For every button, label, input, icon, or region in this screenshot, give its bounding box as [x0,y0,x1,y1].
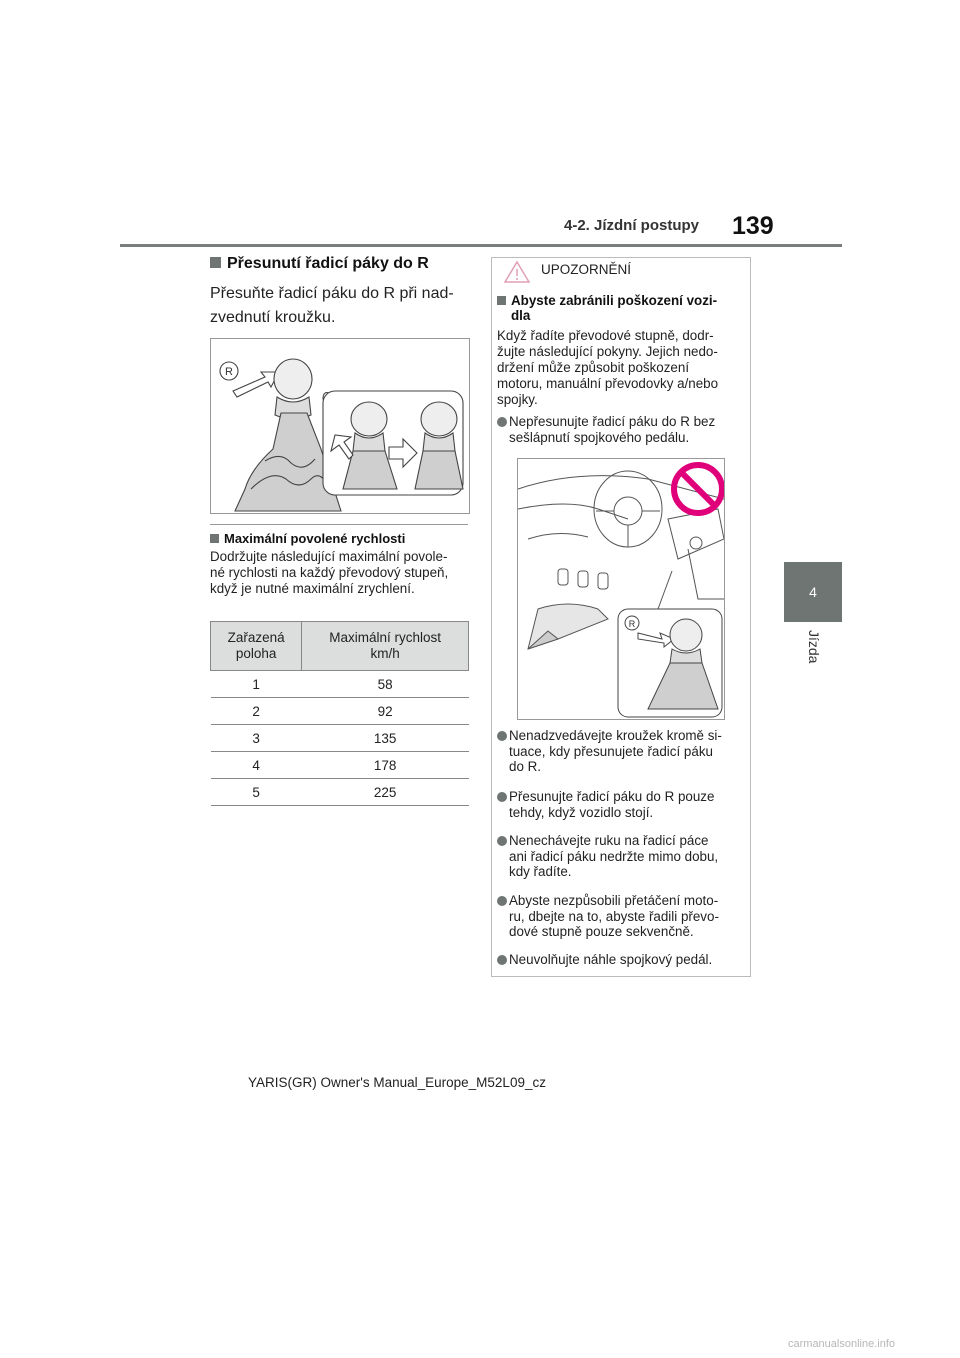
table-row: 3 135 [211,725,469,752]
prohibition-icon [674,465,722,513]
warning-intro: Když řadíte převodové stupně, dodr- žujte následující pokyny. Jejich nedo- držení může způsobit poškození motoru, manuální převodovky a/nebo spojky. [497,328,719,407]
table-header-speed: Maximální rychlost km/h [302,622,469,671]
bullet-dot-icon [497,836,507,846]
warning-title: UPOZORNĚNÍ [541,262,632,277]
subsection-heading: Maximální povolené rychlosti [210,531,405,546]
table-row: 4 178 [211,752,469,779]
warning-triangle-icon [503,260,531,284]
chapter-tab[interactable] [784,562,842,622]
bullet-dot-icon [497,417,507,427]
instruction-text: Přesuňte řadicí páku do R při nad- zvednutí kroužku. [210,285,454,326]
bullet-dot-icon [497,731,507,741]
max-speed-table [210,621,469,806]
page-number: 139 [732,212,774,240]
chapter-number: 4 [809,584,817,600]
warning-bullet: Přesunujte řadicí páku do R pouze tehdy, když vozidlo stojí. [497,789,747,820]
square-bullet-icon [210,257,221,268]
gear-r-label: R [225,366,233,378]
warning-bullet: Neuvolňujte náhle spojkový pedál. [497,952,747,968]
warning-bullet: Abyste nezpůsobili přetáčení moto- ru, dbejte na to, abyste řadili převo- dové stupně pouze sekvenčně. [497,893,747,940]
square-bullet-icon [210,534,219,543]
square-bullet-icon [497,296,506,305]
speed-intro-text: Dodržujte následující maximální povole- né rychlosti na každý převodový stupeň, když je nutné maximální zrychlení. [210,549,449,596]
warning-bullet: Nepřesunujte řadicí páku do R bez sešlápnutí spojkového pedálu. [497,414,747,445]
divider [210,524,468,525]
shift-lever-illustration [210,338,470,514]
header-rule [120,244,842,247]
section-title: 4-2. Jízdní postupy [564,217,700,234]
warning-bullet: Nenechávejte ruku na řadicí páce ani řadicí páku nedržte mimo dobu, kdy řadíte. [497,833,747,880]
clutch-prohibition-illustration [517,458,725,720]
gear-r-label: R [628,619,636,629]
bullet-dot-icon [497,955,507,965]
section-heading: Přesunutí řadicí páky do R [210,255,429,273]
bullet-dot-icon [497,792,507,802]
chapter-label: Jízda [806,630,822,664]
warning-bullet: Nenadzvedávejte kroužek kromě si- tuace, kdy přesunujete řadicí páku do R. [497,728,747,775]
watermark[interactable]: carmanualsonline.info [788,1338,896,1350]
warning-subheading: Abyste zabránili poškození vozi- dla [497,293,745,323]
table-row: 1 58 [211,671,469,698]
table-header-gear: Zařazená poloha [211,622,302,671]
table-row: 2 92 [211,698,469,725]
bullet-dot-icon [497,896,507,906]
table-row: 5 225 [211,779,469,806]
